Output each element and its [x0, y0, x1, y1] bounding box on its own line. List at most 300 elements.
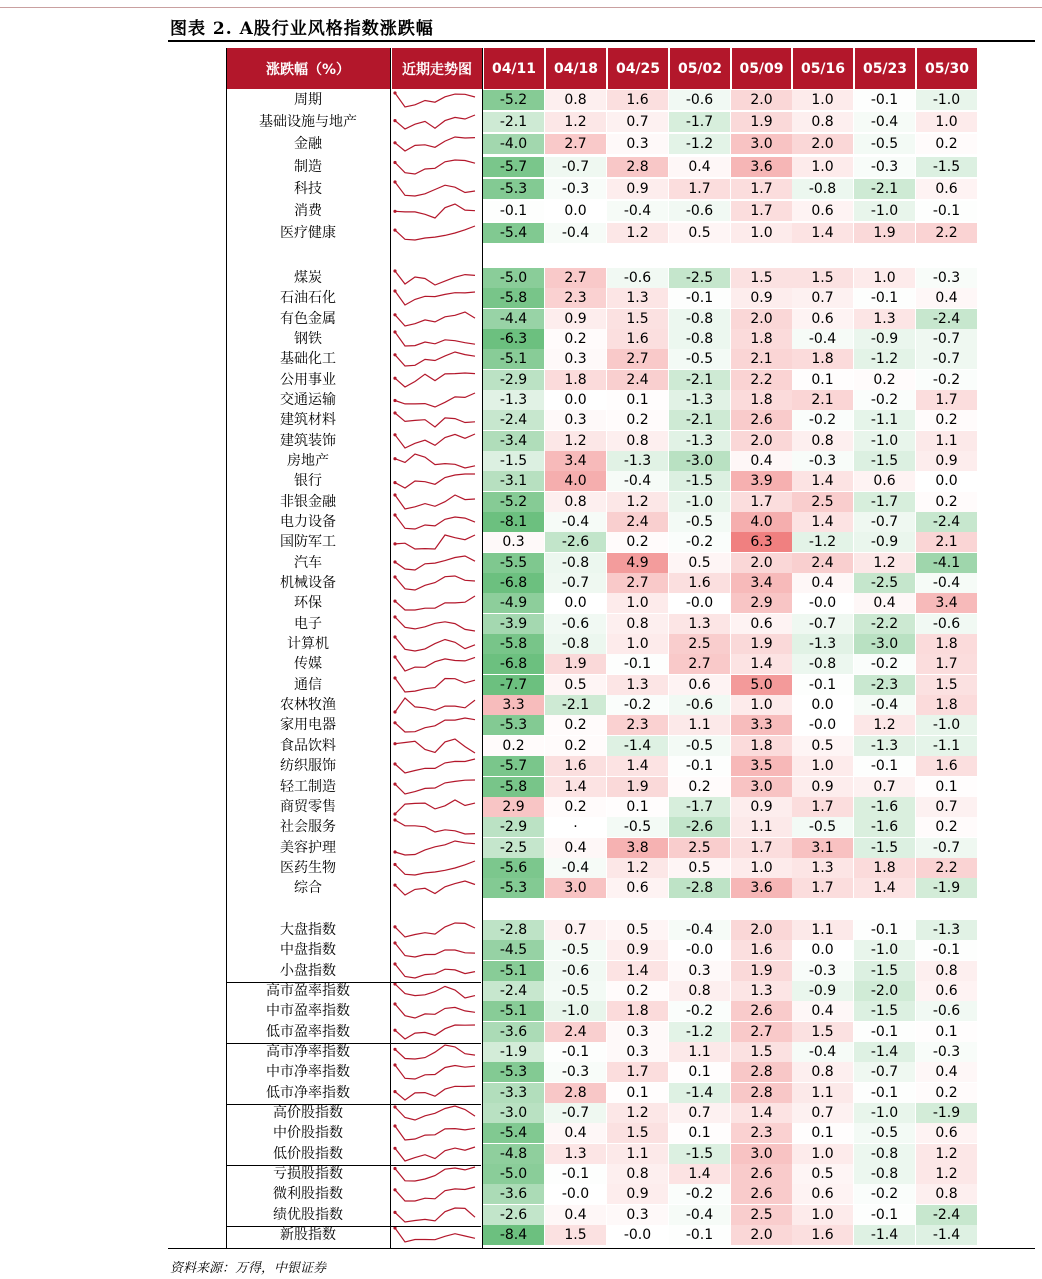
trend-sparkline	[391, 179, 481, 199]
value-cell: -1.4	[607, 736, 668, 756]
value-cell: -0.7	[545, 1103, 606, 1123]
trend-sparkline	[391, 492, 481, 512]
value-cell: -2.5	[669, 268, 730, 288]
trend-sparkline	[391, 223, 481, 243]
value-cell: 0.0	[792, 695, 853, 715]
trend-sparkline	[391, 961, 481, 981]
value-cell: 0.2	[916, 817, 977, 837]
value-cell: -0.1	[854, 288, 915, 308]
sparkline-path	[395, 115, 475, 129]
value-cell: 2.5	[792, 492, 853, 512]
value-cell: 1.0	[607, 593, 668, 613]
value-cell: 1.4	[792, 223, 853, 243]
value-cell: -0.7	[545, 573, 606, 593]
value-cell: 2.0	[731, 90, 792, 110]
value-cell: 0.2	[669, 777, 730, 797]
value-cell: 2.5	[731, 1205, 792, 1225]
value-cell: -1.2	[669, 134, 730, 154]
value-cell: 0.1	[669, 1123, 730, 1143]
value-cell: 0.6	[792, 1184, 853, 1204]
value-cell: 1.9	[731, 961, 792, 981]
sparkline-start-dot	[393, 1147, 396, 1150]
value-cell: 0.9	[731, 288, 792, 308]
value-cell: -5.2	[483, 90, 544, 110]
value-cell: -5.4	[483, 1123, 544, 1143]
sparkline-path	[395, 780, 475, 794]
sparkline-start-dot	[393, 1124, 396, 1127]
value-cell: 0.8	[916, 1184, 977, 1204]
value-cell: -6.3	[483, 329, 544, 349]
value-cell: 2.5	[669, 634, 730, 654]
row-label: 中价股指数	[273, 1125, 343, 1141]
trend-sparkline	[391, 1164, 481, 1184]
table-border	[482, 48, 483, 1248]
value-cell: 1.7	[669, 179, 730, 199]
value-cell: 0.8	[792, 1062, 853, 1082]
value-cell: -1.1	[854, 410, 915, 430]
value-cell: -4.9	[483, 593, 544, 613]
value-cell: -0.7	[854, 512, 915, 532]
value-cell: 1.2	[916, 1164, 977, 1184]
value-cell: -1.2	[792, 532, 853, 552]
value-cell: 1.6	[792, 1225, 853, 1245]
value-cell: -0.4	[792, 329, 853, 349]
header-date-8: 05/30	[915, 48, 977, 89]
value-cell: 1.4	[792, 512, 853, 532]
value-cell: 2.0	[731, 1225, 792, 1245]
value-cell: 0.8	[792, 431, 853, 451]
sparkline-start-dot	[393, 962, 396, 965]
source-note: 资料来源：万得，中银证券	[170, 1261, 327, 1276]
value-cell: -8.4	[483, 1225, 544, 1245]
value-cell: -0.8	[792, 179, 853, 199]
value-cell: -7.7	[483, 675, 544, 695]
value-cell: 1.5	[792, 268, 853, 288]
trend-sparkline	[391, 858, 481, 878]
sparkline-start-dot	[393, 762, 396, 765]
value-cell: -8.1	[483, 512, 544, 532]
trend-sparkline	[391, 370, 481, 390]
value-cell: 1.4	[792, 471, 853, 491]
value-cell: -0.1	[545, 1164, 606, 1184]
sparkline-start-dot	[393, 493, 396, 496]
value-cell: 0.3	[483, 532, 544, 552]
value-cell: -1.7	[669, 112, 730, 132]
value-cell: -1.3	[607, 451, 668, 471]
value-cell: -0.0	[545, 1184, 606, 1204]
value-cell: -2.2	[854, 614, 915, 634]
value-cell: -1.9	[916, 878, 977, 898]
value-cell: -5.0	[483, 268, 544, 288]
value-cell: -0.2	[916, 370, 977, 390]
trend-sparkline	[391, 532, 481, 552]
value-cell: -0.5	[545, 940, 606, 960]
value-cell: -0.8	[669, 329, 730, 349]
value-cell: 3.3	[483, 695, 544, 715]
value-cell: -2.6	[545, 532, 606, 552]
value-cell: 5.0	[731, 675, 792, 695]
sparkline-start-dot	[393, 330, 396, 333]
value-cell: 0.2	[607, 981, 668, 1001]
value-cell: -0.0	[669, 940, 730, 960]
sparkline-path	[395, 1004, 475, 1018]
sparkline-start-dot	[393, 542, 396, 545]
value-cell: 0.1	[916, 1022, 977, 1042]
value-cell: -4.1	[916, 553, 977, 573]
trend-sparkline	[391, 940, 481, 960]
header-label-col: 涨跌幅（%）	[226, 48, 390, 89]
value-cell: 0.9	[545, 309, 606, 329]
value-cell: 4.0	[545, 471, 606, 491]
row-label: 机械设备	[280, 575, 336, 591]
value-cell: 0.8	[545, 492, 606, 512]
value-cell: 2.4	[607, 370, 668, 390]
row-label: 食品饮料	[280, 738, 336, 754]
row-label: 科技	[294, 181, 322, 197]
value-cell: 0.4	[792, 573, 853, 593]
sparkline-start-dot	[393, 742, 396, 745]
value-cell: 0.4	[854, 593, 915, 613]
sparkline-start-dot	[393, 1188, 396, 1191]
value-cell: 1.8	[731, 329, 792, 349]
sparkline-start-dot	[393, 615, 396, 618]
row-label: 低市净率指数	[266, 1085, 350, 1101]
value-cell: -5.0	[483, 1164, 544, 1184]
sparkline-path	[395, 312, 475, 326]
value-cell: 2.9	[731, 593, 792, 613]
value-cell: -5.3	[483, 179, 544, 199]
row-label: 低市盈率指数	[266, 1024, 350, 1040]
row-label: 非银金融	[280, 494, 336, 510]
value-cell: -1.3	[483, 390, 544, 410]
sparkline-path	[395, 841, 475, 855]
trend-sparkline	[391, 736, 481, 756]
sparkline-path	[395, 1228, 475, 1242]
value-cell: 2.8	[607, 157, 668, 177]
trend-sparkline	[391, 471, 481, 491]
trend-sparkline	[391, 634, 481, 654]
value-cell: 3.6	[731, 878, 792, 898]
trend-sparkline	[391, 614, 481, 634]
value-cell: -1.7	[669, 797, 730, 817]
value-cell: -3.9	[483, 614, 544, 634]
trend-sparkline	[391, 431, 481, 451]
header-date-1: 04/11	[482, 48, 544, 89]
row-label: 制造	[294, 159, 322, 175]
sparkline-path	[395, 434, 475, 448]
value-cell: 1.9	[731, 112, 792, 132]
value-cell: -0.7	[792, 614, 853, 634]
trend-sparkline	[391, 553, 481, 573]
value-cell: -0.1	[854, 756, 915, 776]
value-cell: -1.3	[669, 431, 730, 451]
value-cell: -0.1	[854, 920, 915, 940]
value-cell: -2.1	[669, 410, 730, 430]
header-date-4: 05/02	[668, 48, 730, 89]
value-cell: -0.6	[545, 614, 606, 634]
trend-sparkline	[391, 920, 481, 940]
sparkline-start-dot	[393, 91, 396, 94]
value-cell: -1.0	[669, 492, 730, 512]
value-cell: 1.1	[792, 1083, 853, 1103]
value-cell: 1.0	[916, 112, 977, 132]
trend-sparkline	[391, 1042, 481, 1062]
value-cell: 0.0	[916, 471, 977, 491]
row-label: 房地产	[287, 453, 329, 469]
row-label: 基础化工	[280, 351, 336, 367]
value-cell: -5.7	[483, 157, 544, 177]
sparkline-start-dot	[393, 180, 396, 183]
row-label: 金融	[294, 136, 322, 152]
value-cell: 0.6	[854, 471, 915, 491]
value-cell: 3.8	[607, 838, 668, 858]
value-cell: -5.8	[483, 634, 544, 654]
trend-sparkline	[391, 1083, 481, 1103]
value-cell: -5.3	[483, 878, 544, 898]
sparkline-path	[395, 1147, 475, 1161]
value-cell: 2.8	[731, 1062, 792, 1082]
value-cell: 1.4	[669, 1164, 730, 1184]
value-cell: 1.2	[545, 112, 606, 132]
value-cell: -2.4	[483, 410, 544, 430]
value-cell: 0.7	[545, 920, 606, 940]
value-cell: -0.6	[669, 695, 730, 715]
row-label: 高价股指数	[273, 1105, 343, 1121]
value-cell: 3.5	[731, 756, 792, 776]
sparkline-start-dot	[393, 229, 396, 232]
value-cell: -0.2	[669, 1001, 730, 1021]
value-cell: -5.1	[483, 961, 544, 981]
value-cell: 0.2	[916, 410, 977, 430]
value-cell: 0.9	[607, 179, 668, 199]
value-cell: 1.5	[731, 268, 792, 288]
value-cell: -2.5	[483, 838, 544, 858]
sparkline-path	[395, 964, 475, 978]
value-cell: -1.4	[916, 1225, 977, 1245]
sparkline-start-dot	[393, 850, 396, 853]
value-cell: -0.5	[669, 349, 730, 369]
sparkline-start-dot	[393, 783, 396, 786]
value-cell: -0.1	[854, 1205, 915, 1225]
value-cell: 1.1	[731, 817, 792, 837]
sparkline-start-dot	[393, 1211, 396, 1214]
group-divider	[226, 1165, 481, 1166]
value-cell: 1.9	[854, 223, 915, 243]
value-cell: 2.7	[607, 573, 668, 593]
sparkline-path	[395, 617, 475, 631]
value-cell: 0.2	[545, 715, 606, 735]
value-cell: 0.2	[545, 329, 606, 349]
value-cell: 3.0	[731, 777, 792, 797]
value-cell: -1.0	[854, 201, 915, 221]
value-cell: -0.6	[607, 268, 668, 288]
value-cell: 1.3	[607, 288, 668, 308]
value-cell: -1.5	[483, 451, 544, 471]
value-cell: -0.1	[854, 90, 915, 110]
trend-sparkline	[391, 157, 481, 177]
value-cell: 0.0	[792, 940, 853, 960]
value-cell: 1.7	[792, 797, 853, 817]
trend-sparkline	[391, 390, 481, 410]
sparkline-start-dot	[393, 863, 396, 866]
value-cell: 2.0	[731, 920, 792, 940]
value-cell: 0.2	[854, 370, 915, 390]
sparkline-path	[395, 474, 475, 488]
sparkline-start-dot	[393, 941, 396, 944]
row-label: 亏损股指数	[273, 1166, 343, 1182]
value-cell: 1.2	[607, 492, 668, 512]
value-cell: 1.0	[792, 1144, 853, 1164]
value-cell: -5.6	[483, 858, 544, 878]
value-cell: 0.3	[607, 1205, 668, 1225]
row-label: 汽车	[294, 555, 322, 571]
value-cell: 1.6	[669, 573, 730, 593]
value-cell: 0.4	[916, 288, 977, 308]
row-label: 美容护理	[280, 840, 336, 856]
value-cell: 2.4	[792, 553, 853, 573]
value-cell: -2.1	[483, 112, 544, 132]
value-cell: -1.5	[916, 157, 977, 177]
sparkline-start-dot	[393, 560, 396, 563]
trend-sparkline	[391, 573, 481, 593]
value-cell: 2.0	[731, 431, 792, 451]
value-cell: -1.5	[854, 838, 915, 858]
row-label: 建筑装饰	[280, 433, 336, 449]
sparkline-start-dot	[393, 600, 396, 603]
value-cell: -5.3	[483, 715, 544, 735]
value-cell: 3.4	[731, 573, 792, 593]
value-cell: 0.7	[792, 288, 853, 308]
value-cell: 2.8	[545, 1083, 606, 1103]
value-cell: 1.4	[545, 777, 606, 797]
value-cell: -0.5	[854, 1123, 915, 1143]
sparkline-path	[395, 93, 475, 107]
value-cell: 0.4	[545, 1205, 606, 1225]
value-cell: 1.0	[731, 695, 792, 715]
sparkline-path	[395, 1187, 475, 1201]
value-cell: -1.7	[854, 492, 915, 512]
value-cell: 2.0	[731, 309, 792, 329]
sparkline-path	[395, 861, 475, 875]
sparkline-start-dot	[393, 481, 396, 484]
value-cell: -1.0	[916, 90, 977, 110]
value-cell: -0.4	[545, 223, 606, 243]
value-cell: -0.1	[669, 756, 730, 776]
value-cell: 0.1	[607, 390, 668, 410]
value-cell: -0.4	[607, 471, 668, 491]
value-cell: 1.7	[731, 838, 792, 858]
value-cell: -2.9	[483, 370, 544, 390]
sparkline-start-dot	[393, 433, 396, 436]
value-cell: 1.1	[669, 715, 730, 735]
value-cell: 1.0	[607, 634, 668, 654]
value-cell: 0.6	[916, 1123, 977, 1143]
value-cell: -0.4	[607, 201, 668, 221]
value-cell: -0.0	[792, 593, 853, 613]
value-cell: 0.8	[545, 90, 606, 110]
value-cell: -1.6	[854, 797, 915, 817]
row-label: 新股指数	[280, 1227, 336, 1243]
value-cell: 1.3	[854, 309, 915, 329]
value-cell: 0.7	[854, 777, 915, 797]
sparkline-start-dot	[393, 399, 396, 402]
value-cell: -4.5	[483, 940, 544, 960]
value-cell: 0.5	[545, 675, 606, 695]
sparkline-start-dot	[393, 313, 396, 316]
value-cell: -2.4	[916, 309, 977, 329]
value-cell: 0.6	[731, 614, 792, 634]
value-cell: 2.3	[607, 715, 668, 735]
sparkline-start-dot	[393, 289, 396, 292]
value-cell: 0.6	[916, 179, 977, 199]
trend-sparkline	[391, 1022, 481, 1042]
value-cell: -2.6	[483, 1205, 544, 1225]
value-cell: 2.2	[916, 223, 977, 243]
value-cell: -0.4	[669, 1205, 730, 1225]
value-cell: 0.0	[545, 593, 606, 613]
sparkline-path	[395, 923, 475, 937]
value-cell: 0.9	[731, 797, 792, 817]
sparkline-path	[395, 637, 475, 651]
value-cell: 3.4	[545, 451, 606, 471]
value-cell: 0.1	[792, 1123, 853, 1143]
top-rule	[0, 7, 1042, 8]
value-cell: -0.2	[669, 532, 730, 552]
value-cell: -1.4	[854, 1042, 915, 1062]
value-cell: 1.5	[607, 1123, 668, 1143]
value-cell: 1.2	[545, 431, 606, 451]
row-label: 大盘指数	[280, 922, 336, 938]
value-cell: -0.1	[483, 201, 544, 221]
group-divider	[226, 1104, 481, 1105]
value-cell: 2.6	[731, 1184, 792, 1204]
row-label: 绩优股指数	[273, 1207, 343, 1223]
value-cell: -2.0	[854, 981, 915, 1001]
sparkline-path	[395, 739, 475, 753]
trend-sparkline	[391, 756, 481, 776]
value-cell: -3.6	[483, 1184, 544, 1204]
row-label: 传媒	[294, 656, 322, 672]
sparkline-start-dot	[393, 884, 396, 887]
value-cell: -5.5	[483, 553, 544, 573]
value-cell: 2.1	[792, 390, 853, 410]
value-cell: -0.1	[854, 1022, 915, 1042]
row-label: 通信	[294, 677, 322, 693]
trend-sparkline	[391, 451, 481, 471]
value-cell: -2.3	[854, 675, 915, 695]
value-cell: 1.4	[731, 654, 792, 674]
row-label: 医药生物	[280, 860, 336, 876]
trend-sparkline	[391, 349, 481, 369]
value-cell: -4.8	[483, 1144, 544, 1164]
row-label: 中盘指数	[280, 942, 336, 958]
value-cell: 1.8	[916, 695, 977, 715]
sparkline-start-dot	[393, 575, 396, 578]
value-cell: -0.2	[854, 1184, 915, 1204]
trend-sparkline	[391, 512, 481, 532]
value-cell: -5.4	[483, 223, 544, 243]
value-cell: 3.9	[731, 471, 792, 491]
value-cell: -0.8	[545, 553, 606, 573]
value-cell: 1.9	[731, 634, 792, 654]
row-label: 中市盈率指数	[266, 1003, 350, 1019]
row-label: 交通运输	[280, 392, 336, 408]
value-cell: 2.1	[916, 532, 977, 552]
value-cell: 2.3	[731, 1123, 792, 1143]
value-cell: 0.4	[792, 1001, 853, 1021]
value-cell: 3.3	[731, 715, 792, 735]
value-cell: 1.4	[607, 756, 668, 776]
